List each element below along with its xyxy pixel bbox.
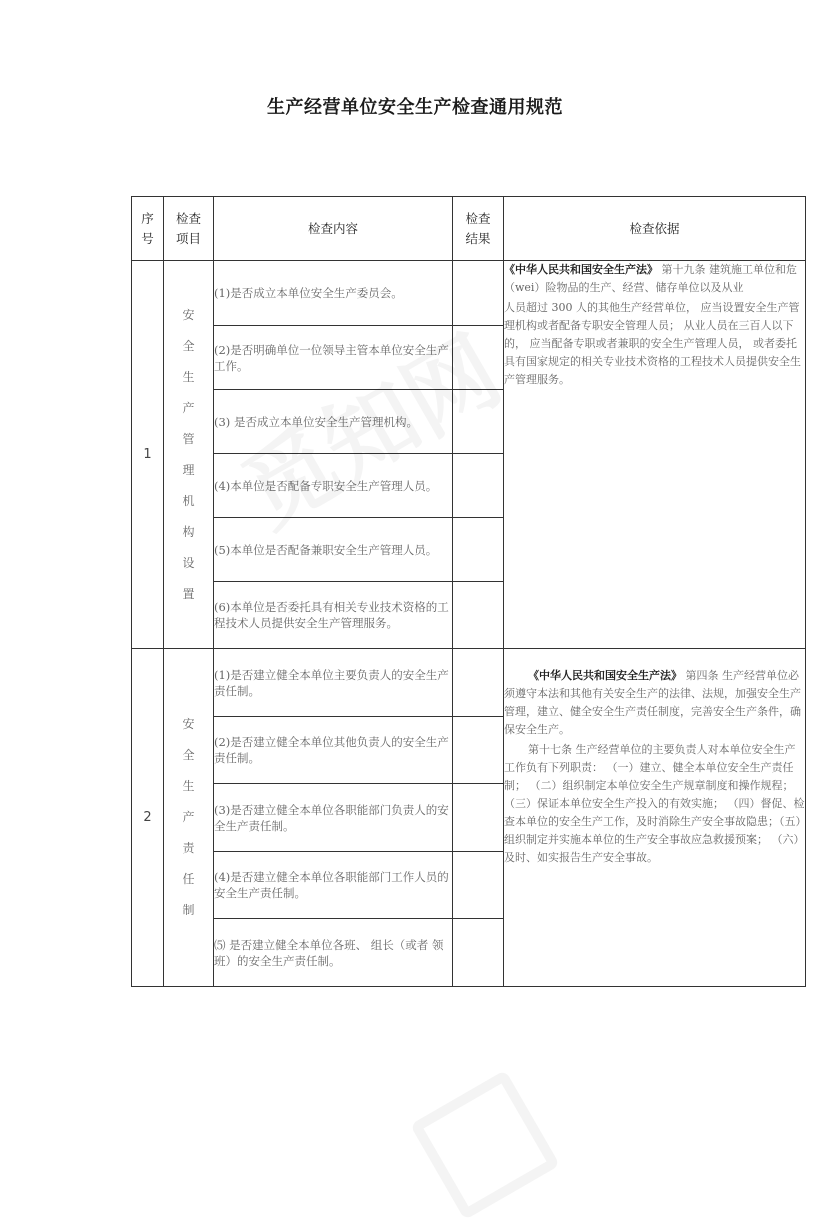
check-content: (1)是否建立健全本单位主要负责人的安全生产责任制。 [214, 649, 453, 717]
check-basis [504, 261, 806, 649]
check-result-cell[interactable] [453, 784, 504, 852]
check-result-cell[interactable] [453, 649, 504, 717]
check-content: (2)是否建立健全本单位其他负责人的安全生产责任制。 [214, 717, 453, 784]
section-item: 安全生产责任制 [164, 649, 214, 987]
table-header-row [132, 197, 806, 261]
header-result: 检查结果 [453, 197, 504, 261]
check-content: (3)是否建立健全本单位各职能部门负责人的安全生产责任制。 [214, 784, 453, 852]
check-result-cell[interactable] [453, 919, 504, 987]
check-result-cell[interactable] [453, 390, 504, 454]
table-row [132, 261, 806, 326]
law-name: 《中华人民共和国安全生产法》 [528, 669, 682, 682]
basis-text: 人员超过 300 人的其他生产经营单位， 应当设置安全生产管理机构或者配备专职安全管理人员； 从业人员在三百人以下的， 应当配备专职或者兼职的安全生产管理人员， 或者委托具有国家规定的相关专业技术资格的工程技术人员提供安全生产管理服务。 [504, 301, 801, 386]
check-result-cell[interactable] [453, 717, 504, 784]
check-basis [504, 649, 806, 987]
basis-text: 第四条 生产经营单位必须遵守本法和其他有关安全生产的法律、法规，加强安全生产管理，建立、健全安全生产责任制度，完善安全生产条件，确保安全生产。 [504, 669, 801, 736]
check-content: (2)是否明确单位一位领导主管本单位安全生产工作。 [214, 326, 453, 390]
header-seq: 序号 [132, 197, 164, 261]
check-result-cell[interactable] [453, 582, 504, 649]
check-result-cell[interactable] [453, 261, 504, 326]
document-title: 生产经营单位安全生产检查通用规范 [267, 97, 563, 118]
section-item: 安全生产管理机构设置 [164, 261, 214, 649]
check-result-cell[interactable] [453, 326, 504, 390]
section-seq: 2 [132, 649, 164, 987]
basis-text: 第十九条 建筑施工单位和危（wei）险物品的生产、经营、储存单位以及从业 [504, 263, 797, 294]
watermark-logo-icon [410, 1070, 560, 1220]
header-item: 检查项目 [164, 197, 214, 261]
table-row [132, 649, 806, 717]
check-content: (4)本单位是否配备专职安全生产管理人员。 [214, 454, 453, 518]
check-content: ⑸ 是否建立健全本单位各班、 组长（或者 领班）的安全生产责任制。 [214, 919, 453, 987]
basis-text: 第十七条 生产经营单位的主要负责人对本单位安全生产工作负有下列职责： （一）建立、健全本单位安全生产责任制； （二）组织制定本单位安全生产规章制度和操作规程； （三）保证本单位安全生产投入的有效实施； （四）督促、检查本单位的安全生产工作，及时消除生产安全事故隐患；（五）组织制定并实施本单位的生产安全事故应急救援预案； （六）及时、如实报告生产安全事故。 [504, 743, 805, 864]
check-content: (6)本单位是否委托具有相关专业技术资格的工程技术人员提供安全生产管理服务。 [214, 582, 453, 649]
check-content: (1)是否成立本单位安全生产委员会。 [214, 261, 453, 326]
header-content: 检查内容 [214, 197, 453, 261]
section-seq: 1 [132, 261, 164, 649]
header-basis: 检查依据 [504, 197, 806, 261]
check-result-cell[interactable] [453, 454, 504, 518]
inspection-table [131, 196, 806, 987]
check-content: (4)是否建立健全本单位各职能部门工作人员的安全生产责任制。 [214, 852, 453, 919]
law-name: 《中华人民共和国安全生产法》 [504, 263, 658, 276]
check-result-cell[interactable] [453, 852, 504, 919]
check-content: (5)本单位是否配备兼职安全生产管理人员。 [214, 518, 453, 582]
check-result-cell[interactable] [453, 518, 504, 582]
check-content: (3) 是否成立本单位安全生产管理机构。 [214, 390, 453, 454]
